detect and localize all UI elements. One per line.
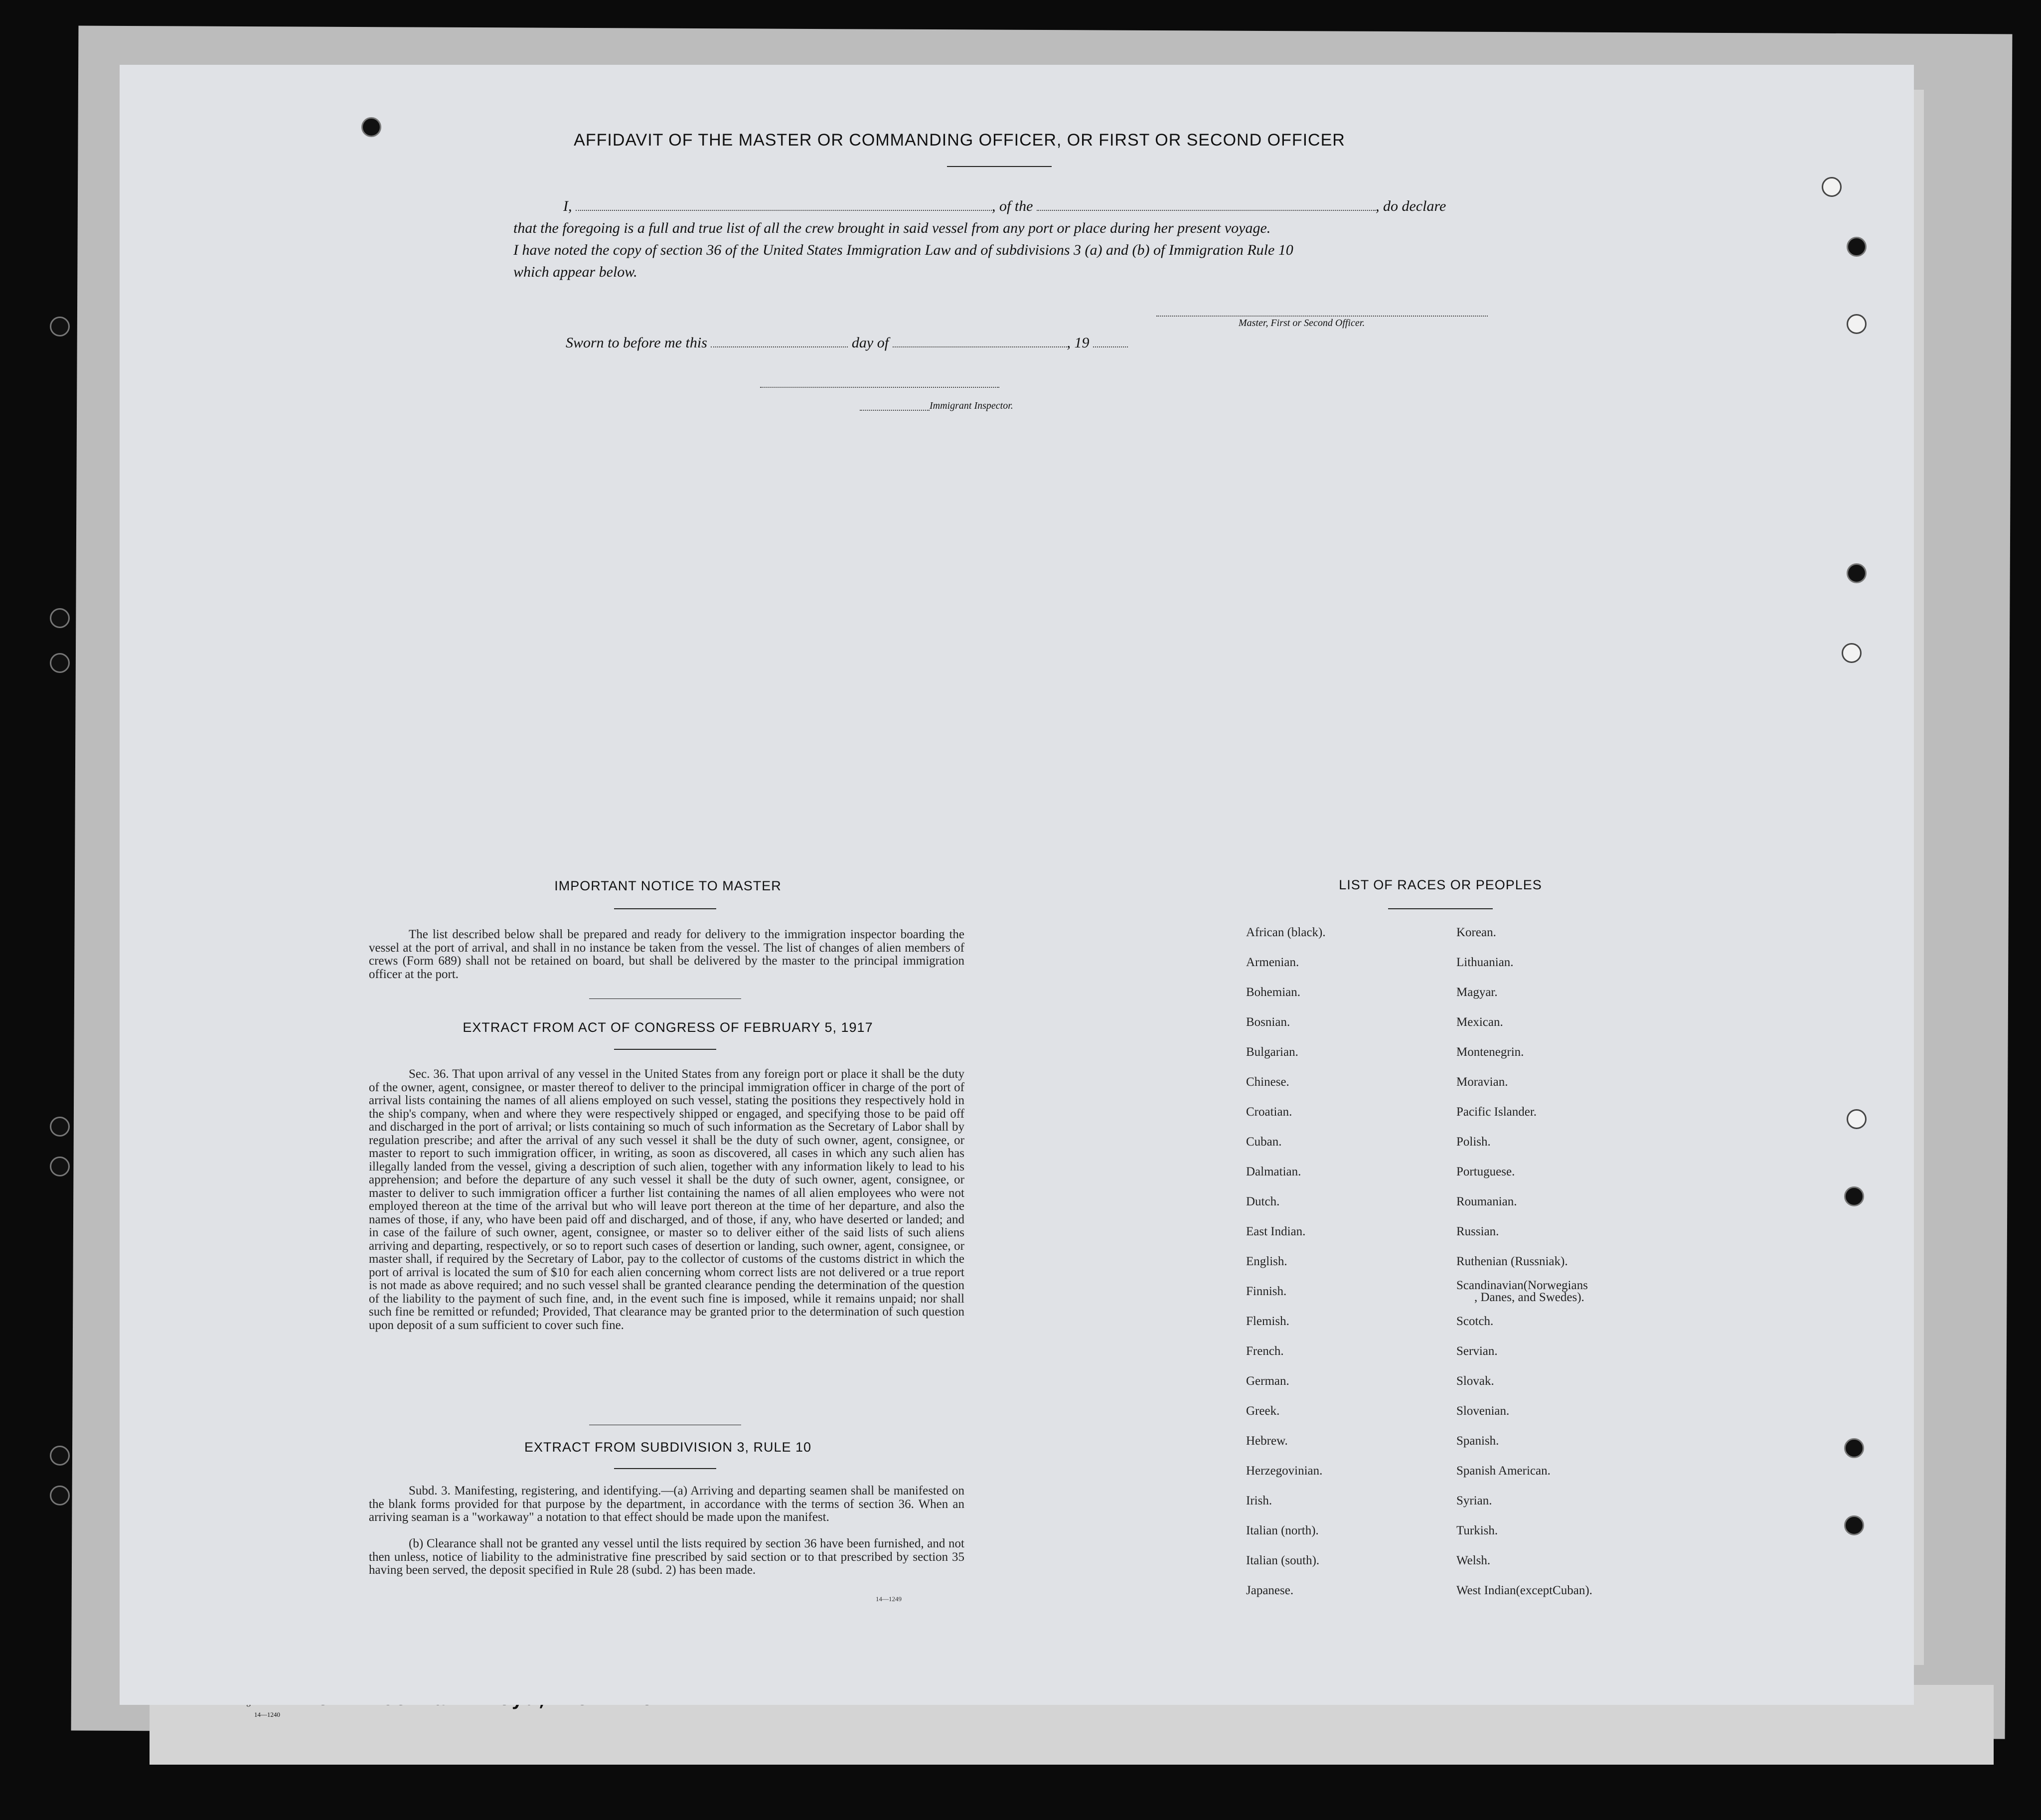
affidavit-of-the: , of the: [992, 198, 1033, 214]
sworn-year-blank[interactable]: [1093, 332, 1128, 347]
race-item: Turkish.: [1456, 1524, 1498, 1537]
punch-hole: [1847, 1109, 1867, 1129]
punch-hole: [1822, 177, 1842, 197]
punch-hole: [50, 653, 70, 673]
punch-hole: [50, 317, 70, 336]
punch-hole: [1847, 314, 1867, 334]
race-item: Greek.: [1246, 1404, 1280, 1418]
race-item: Croatian.: [1246, 1105, 1292, 1119]
sworn-line: [566, 332, 1214, 354]
race-item: Slovenian.: [1456, 1404, 1510, 1418]
race-item: East Indian.: [1246, 1225, 1306, 1238]
race-item: Italian (north).: [1246, 1524, 1319, 1537]
sworn-day-blank[interactable]: [711, 332, 848, 347]
inspector-caption-leader: [860, 399, 930, 411]
affidavit-line-4: which appear below.: [513, 264, 637, 280]
race-item: Mexican.: [1456, 1015, 1503, 1029]
affidavit-declare: , do declare: [1376, 198, 1446, 214]
race-item: Bulgarian.: [1246, 1045, 1298, 1059]
race-item: Korean.: [1456, 926, 1496, 939]
race-item: Servian.: [1456, 1344, 1498, 1358]
affidavit-i: I,: [563, 198, 572, 214]
rule-extract-text-b: (b) Clearance shall not be granted any vessel until the lists required by section 36 have been furnished, and not then unless, notice of liability to the administrative fine prescribed by said section or to that prescribed by section 35 having been served, the deposit specified in Rule 28 (subd. 2) has been made.: [369, 1537, 964, 1577]
race-item: French.: [1246, 1344, 1284, 1358]
divider: [614, 908, 716, 909]
year-prefix: , 19: [1067, 334, 1090, 351]
vessel-blank[interactable]: [1037, 196, 1376, 211]
affidavit-title: AFFIDAVIT OF THE MASTER OR COMMANDING OFFICER, OR FIRST OR SECOND OFFICER: [574, 131, 1345, 150]
race-item: Finnish.: [1246, 1285, 1287, 1298]
race-item: Hebrew.: [1246, 1434, 1288, 1448]
punch-hole: [50, 1486, 70, 1505]
race-item: Pacific Islander.: [1456, 1105, 1537, 1119]
race-item: Syrian.: [1456, 1494, 1492, 1507]
affidavit-line-1: [513, 195, 1490, 217]
race-item: Portuguese.: [1456, 1165, 1515, 1178]
rule-extract-text-a: Subd. 3. Manifesting, registering, and identifying.—(a) Arriving and departing seamen shall be manifested on the blank forms provided for that purpose by the department, in accordance with the terms of section 36. When an arriving seaman is a "workaway" a notation to that effect should be made upon the manifest.: [369, 1484, 964, 1524]
race-item: African (black).: [1246, 926, 1326, 939]
race-item: Lithuanian.: [1456, 956, 1514, 969]
race-item: Herzegovinian.: [1246, 1464, 1323, 1478]
race-item: Dalmatian.: [1246, 1165, 1301, 1178]
punch-hole: [50, 608, 70, 628]
act-extract-heading: EXTRACT FROM ACT OF CONGRESS OF FEBRUARY 5, 1917: [463, 1020, 873, 1035]
sworn-text: Sworn to before me this: [566, 334, 707, 351]
notice-heading: IMPORTANT NOTICE TO MASTER: [554, 878, 782, 893]
punch-hole: [1844, 1515, 1864, 1535]
race-item: Dutch.: [1246, 1195, 1280, 1208]
punch-hole: [1847, 563, 1867, 583]
race-item: Flemish.: [1246, 1315, 1289, 1328]
race-item: Magyar.: [1456, 986, 1498, 999]
master-caption: Master, First or Second Officer.: [1239, 318, 1365, 329]
race-item: Moravian.: [1456, 1075, 1508, 1089]
affidavit-line-3: I have noted the copy of section 36 of the United States Immigration Law and of subdivisions 3 (a) and (b) of Immigration Rule 10: [513, 242, 1293, 258]
race-item: Italian (south).: [1246, 1554, 1320, 1567]
race-item: Roumanian.: [1456, 1195, 1517, 1208]
name-blank[interactable]: [576, 196, 992, 211]
race-item: Chinese.: [1246, 1075, 1289, 1089]
race-item: German.: [1246, 1374, 1289, 1388]
rule-extract-heading: EXTRACT FROM SUBDIVISION 3, RULE 10: [524, 1440, 812, 1455]
manifest-page: [120, 65, 1914, 1705]
day-of-text: day of: [851, 334, 889, 351]
sworn-month-blank[interactable]: [893, 332, 1067, 347]
race-item: Cuban.: [1246, 1135, 1282, 1149]
inspector-caption: Immigrant Inspector.: [930, 400, 1013, 411]
race-item: Spanish.: [1456, 1434, 1499, 1448]
notice-text: The list described below shall be prepared and ready for delivery to the immigration inspector boarding the vessel at the port of arrival, and shall in no instance be taken from the vessel. The list of changes of alien members of crews (Form 689) shall not be retained on board, but shall be delivered by the master to the principal immigration officer at the port.: [369, 928, 964, 981]
race-item: Montenegrin.: [1456, 1045, 1524, 1059]
inspector-signature-blank[interactable]: [760, 373, 999, 388]
race-item: Spanish American.: [1456, 1464, 1551, 1478]
punch-hole: [50, 1446, 70, 1466]
punch-hole: [361, 117, 381, 137]
punch-hole: [1844, 1186, 1864, 1206]
races-heading: LIST OF RACES OR PEOPLES: [1339, 877, 1542, 892]
divider: [947, 166, 1052, 167]
punch-hole: [50, 1117, 70, 1137]
punch-hole: [1847, 237, 1867, 257]
act-extract-text: Sec. 36. That upon arrival of any vessel in the United States from any foreign port or place it shall be the duty of the owner, agent, consignee, or master thereof to deliver to the principal immigration officer in charge of the port of arrival lists containing the names of all aliens employed on such vessel, stating the positions they respectively hold in the ship's company, when and where they were respectively shipped or engaged, and specifying those to be paid off and discharged in the port of arrival; or lists containing so much of such information as the Secretary of Labor shall by regulation prescribe; and after the arrival of any such vessel it shall be the duty of such owner, agent, consignee, or master to report to such immigration officer, in writing, as soon as discovered, all cases in which any such alien has illegally landed from the vessel, giving a description of such alien, together with any information likely to lead to his apprehension; and before the departure of any such vessel it shall be the duty of such owner, agent, consignee, or master to deliver to such immigration officer a further list containing the names of all alien employees who were not employed thereon at the time of the arrival but who will leave port thereon at the time of her departure, and also the names of those, if any, who have been paid off and discharged, and of those, if any, who have deserted or landed; and in case of the failure of such owner, agent, consignee, or master so to deliver either of the said lists of such aliens arriving and departing, respectively, or so to report such cases of desertion or landing, such owner, agent, consignee, or master shall, if required by the Secretary of Labor, pay to the collector of customs of the customs district in which the port of arrival is located the sum of $10 for each alien concerning whom correct lists are not delivered or a true report is not made as above required; and no such vessel shall be granted clearance pending the determination of the question of the liability to the payment of such fine, and, in the event such fine is imposed, while it remains unpaid; nor shall such fine be remitted or refunded; Provided, That clearance may be granted prior to the determination of such question upon deposit of a sum sufficient to cover such fine.: [369, 1067, 964, 1332]
race-item: English.: [1246, 1255, 1287, 1268]
divider: [614, 1468, 716, 1469]
race-item: Irish.: [1246, 1494, 1272, 1507]
race-item: Bosnian.: [1246, 1015, 1290, 1029]
punch-hole: [1844, 1438, 1864, 1458]
punch-hole: [50, 1157, 70, 1176]
race-item: West Indian(exceptCuban).: [1456, 1584, 1592, 1597]
race-item: Scotch.: [1456, 1315, 1494, 1328]
affidavit-line-2: that the foregoing is a full and true list of all the crew brought in said vessel from any port or place during her present voyage.: [513, 220, 1271, 236]
race-item: Armenian.: [1246, 956, 1299, 969]
race-item: Russian.: [1456, 1225, 1499, 1238]
race-item: Japanese.: [1246, 1584, 1294, 1597]
race-item: Welsh.: [1456, 1554, 1491, 1567]
divider: [614, 1049, 716, 1050]
race-item: Slovak.: [1456, 1374, 1494, 1388]
local-agents-code: 14—1240: [254, 1711, 280, 1718]
master-signature-blank[interactable]: [1156, 302, 1488, 317]
race-item: Ruthenian (Russniak).: [1456, 1255, 1568, 1268]
race-item: Polish.: [1456, 1135, 1491, 1149]
race-item: Scandinavian(Norwegians , Danes, and Swedes).: [1456, 1279, 1588, 1304]
race-item: Bohemian.: [1246, 986, 1301, 999]
divider: [1388, 908, 1493, 909]
divider: [589, 998, 741, 999]
punch-hole: [1842, 643, 1862, 663]
form-code: 14—1249: [876, 1595, 902, 1603]
